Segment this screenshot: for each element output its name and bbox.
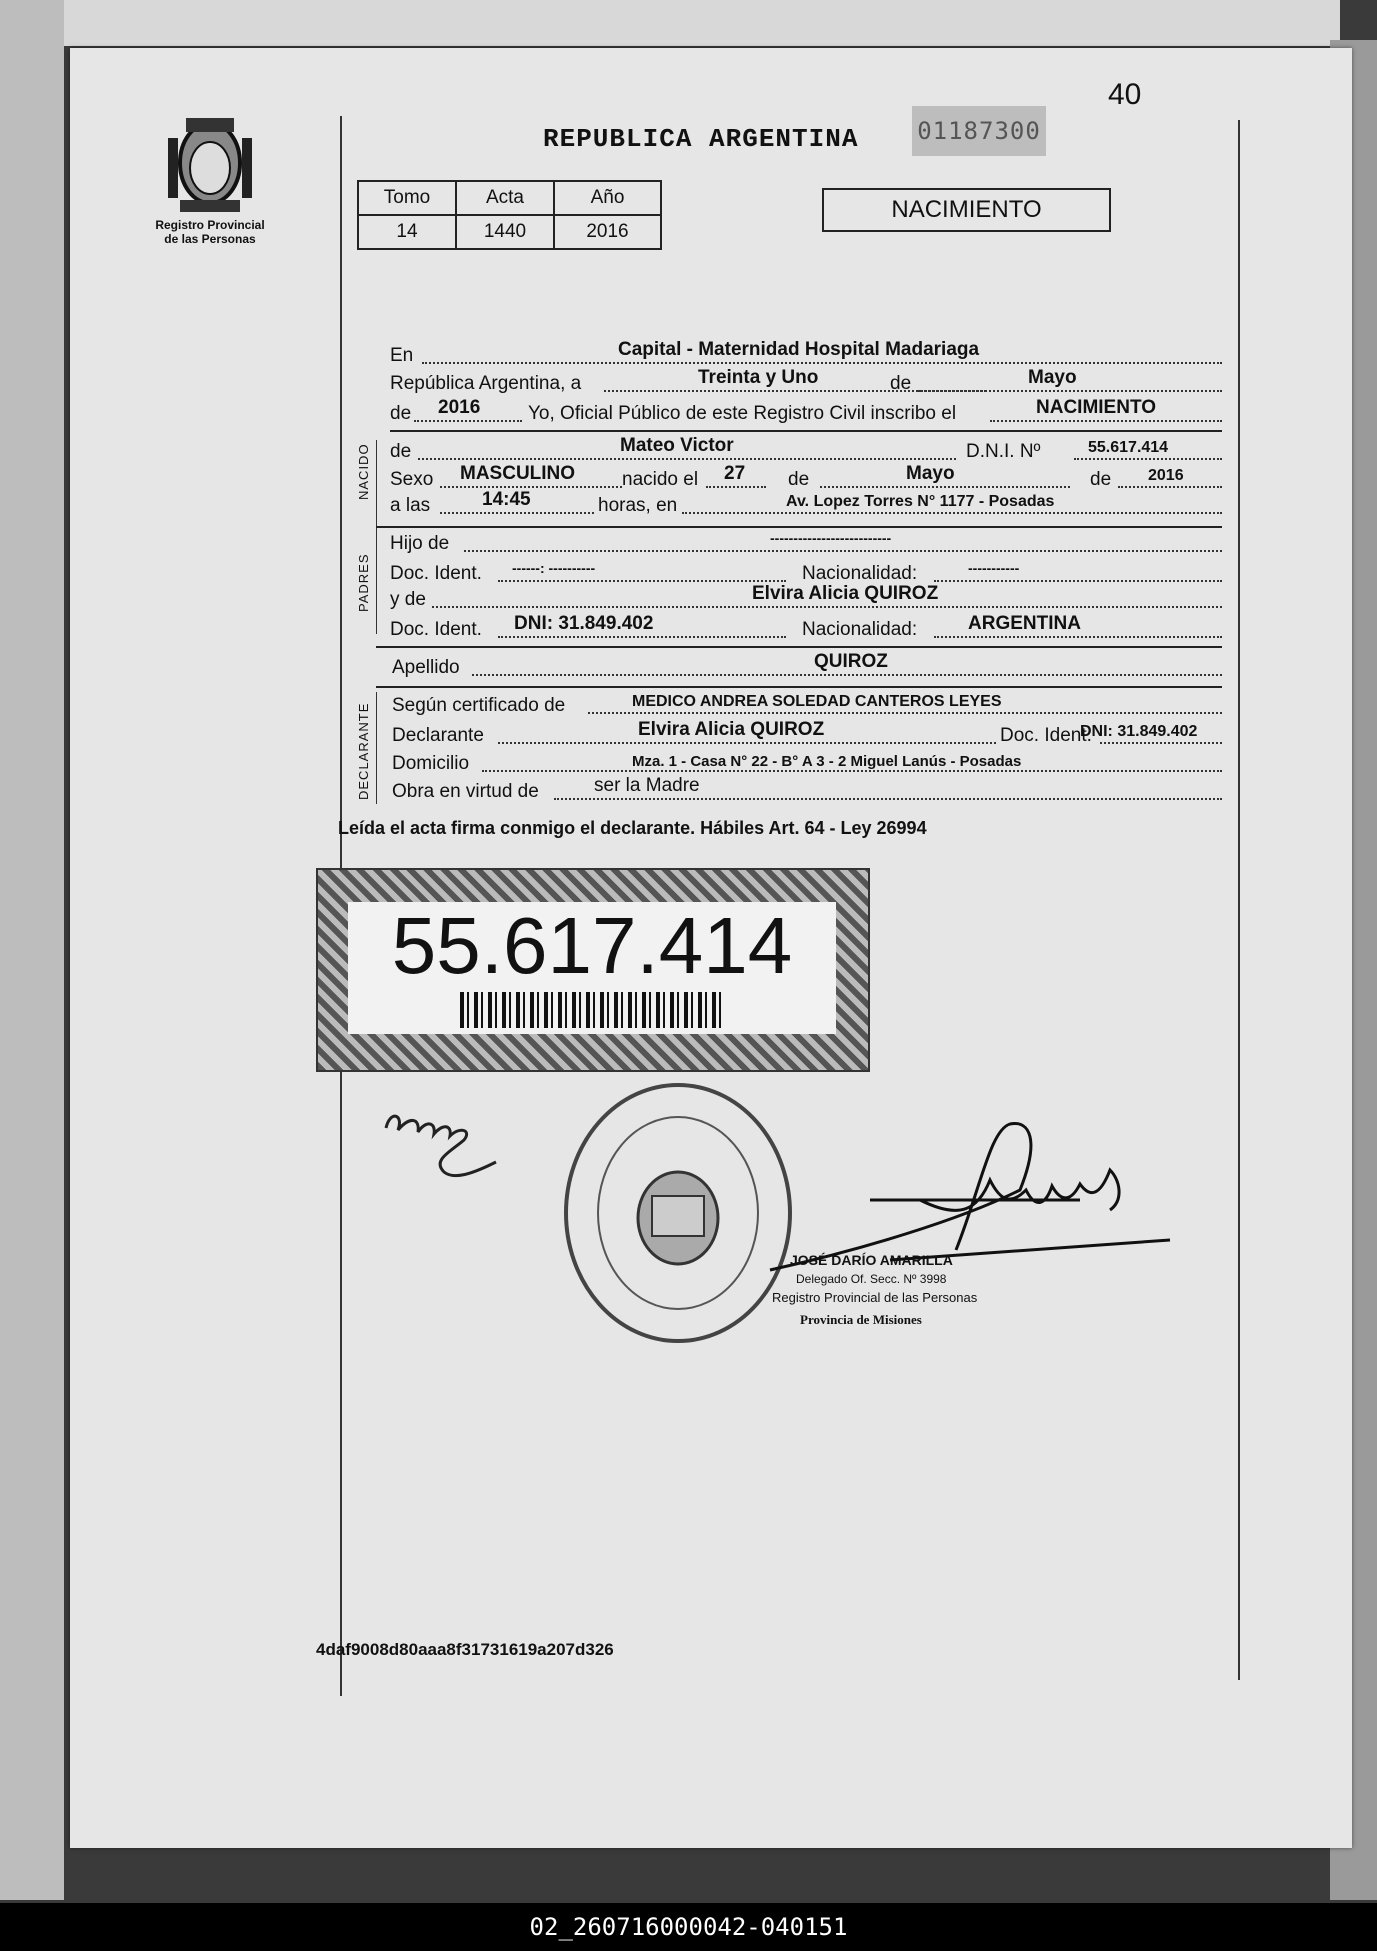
anio-acta: 2016	[438, 397, 481, 418]
registry-caption-2: de las Personas	[164, 232, 256, 246]
rule-1	[390, 430, 1222, 432]
dni-sticker-number: 55.617.414	[391, 901, 793, 990]
sexo-label: Sexo	[390, 469, 434, 490]
row-apellido	[322, 651, 1222, 682]
obra-label: Obra en virtud de	[392, 781, 539, 802]
tomo-header: Tomo	[358, 181, 456, 215]
row-hijo	[322, 530, 1222, 558]
nac-de2-label: de	[1090, 469, 1112, 490]
apellido-value: QUIROZ	[814, 651, 888, 672]
horas-label: horas, en	[598, 495, 678, 516]
dia-texto: Treinta y Uno	[698, 367, 819, 388]
decl-doc-label: Doc. Ident.	[1000, 725, 1092, 746]
acta-value: 1440	[456, 215, 554, 249]
row-hora	[322, 489, 1222, 520]
sexo-value: MASCULINO	[460, 463, 576, 484]
decl-doc-value: DNI: 31.849.402	[1080, 723, 1198, 740]
apellido-label: Apellido	[392, 657, 460, 678]
nac-dia: 27	[724, 463, 746, 484]
nac-padre-value: -----------	[968, 560, 1020, 576]
row-declarante	[322, 719, 1222, 750]
rep-label: República Argentina, a	[390, 373, 582, 394]
side-label-nacido: NACIDO	[356, 443, 371, 500]
hijo-label: Hijo de	[390, 533, 450, 554]
domicilio-label: Domicilio	[392, 753, 470, 774]
declarante-label: Declarante	[392, 725, 484, 746]
page-number: 40	[1108, 78, 1142, 111]
nac-mes: Mayo	[906, 463, 955, 484]
cert-value: MEDICO ANDREA SOLEDAD CANTEROS LEYES	[632, 693, 1002, 710]
anio-value: 2016	[554, 215, 661, 249]
row-inscribe	[322, 397, 1222, 428]
record-type-box: NACIMIENTO	[822, 188, 1111, 232]
signatory-province: Provincia de Misiones	[800, 1312, 922, 1327]
sheet-behind	[0, 0, 1340, 46]
signatory-name: JOSÉ DARÍO AMARILLA	[790, 1252, 953, 1268]
country-title: REPUBLICA ARGENTINA	[543, 124, 859, 154]
tomo-acta-anio-table	[357, 180, 662, 250]
declarant-signature	[380, 1100, 510, 1180]
nombre-value: Mateo Victor	[620, 435, 734, 456]
nac-anio: 2016	[1148, 467, 1184, 484]
dni-label: D.N.I. Nº	[966, 441, 1041, 462]
de2-label: de	[390, 403, 412, 424]
declarante-value: Elvira Alicia QUIROZ	[638, 719, 825, 740]
mes-acta: Mayo	[1028, 367, 1077, 388]
registry-caption-1: Registro Provincial	[155, 218, 265, 232]
row-domicilio	[322, 750, 1222, 778]
document-hash: 4daf9008d80aaa8f31731619a207d326	[316, 1640, 614, 1659]
signatory-role: Delegado Of. Secc. Nº 3998	[796, 1272, 947, 1286]
registry-logo	[130, 108, 290, 246]
inscribe-value: NACIMIENTO	[1036, 397, 1156, 418]
sheet-left-edge	[0, 0, 64, 1900]
hora-value: 14:45	[482, 489, 531, 510]
madre-label: y de	[390, 589, 426, 610]
barcode	[460, 992, 724, 1028]
madre-value: Elvira Alicia QUIROZ	[752, 583, 939, 604]
row-doc-madre	[322, 613, 1222, 644]
nombre-label: de	[390, 441, 412, 462]
nac-padre-label: Nacionalidad:	[802, 563, 918, 584]
oficial-text: Yo, Oficial Público de este Registro Civil inscribo el	[528, 403, 957, 424]
control-number: 01187300	[912, 106, 1046, 156]
row-sexo	[322, 463, 1222, 494]
side-label-padres: PADRES	[356, 553, 371, 612]
rule-3	[376, 646, 1222, 648]
official-signature	[740, 1100, 1180, 1300]
doc-madre-label: Doc. Ident.	[390, 619, 482, 640]
nac-madre-value: ARGENTINA	[968, 613, 1081, 634]
obra-value: ser la Madre	[594, 775, 700, 796]
margin-line-right	[1238, 120, 1240, 1680]
coat-of-arms-icon	[160, 108, 260, 218]
row-nombre	[322, 435, 1222, 466]
nac-de-label: de	[788, 469, 810, 490]
domicilio-value: Mza. 1 - Casa N° 22 - B° A 3 - 2 Miguel Lanús - Posadas	[632, 753, 1022, 770]
hora-label: a las	[390, 495, 431, 516]
en-label: En	[390, 345, 414, 366]
dni-value: 55.617.414	[1088, 439, 1169, 456]
en-value: Capital - Maternidad Hospital Madariaga	[618, 339, 980, 360]
scan-id-footer: 02_260716000042-040151	[0, 1903, 1377, 1951]
doc-padre-label: Doc. Ident.	[390, 563, 482, 584]
leyenda-text: Leída el acta firma conmigo el declarante. Hábiles Art. 64 - Ley 26994	[338, 818, 927, 838]
anio-header: Año	[554, 181, 661, 215]
cert-label: Según certificado de	[392, 695, 566, 716]
row-madre	[322, 583, 1222, 614]
signatory-office: Registro Provincial de las Personas	[772, 1290, 978, 1305]
dni-sticker	[316, 868, 870, 1072]
nac-madre-label: Nacionalidad:	[802, 619, 918, 640]
nacido-label: nacido el	[622, 469, 699, 490]
acta-header: Acta	[456, 181, 554, 215]
doc-madre-value: DNI: 31.849.402	[514, 613, 654, 634]
de-label: de	[890, 373, 912, 394]
side-label-declarante: DECLARANTE	[356, 702, 371, 800]
lugar-value: Av. Lopez Torres N° 1177 - Posadas	[786, 493, 1055, 510]
padre-value: --------------------------	[770, 530, 892, 546]
tomo-value: 14	[358, 215, 456, 249]
row-obra	[322, 775, 1222, 806]
doc-padre-value: ------: ----------	[512, 560, 596, 576]
